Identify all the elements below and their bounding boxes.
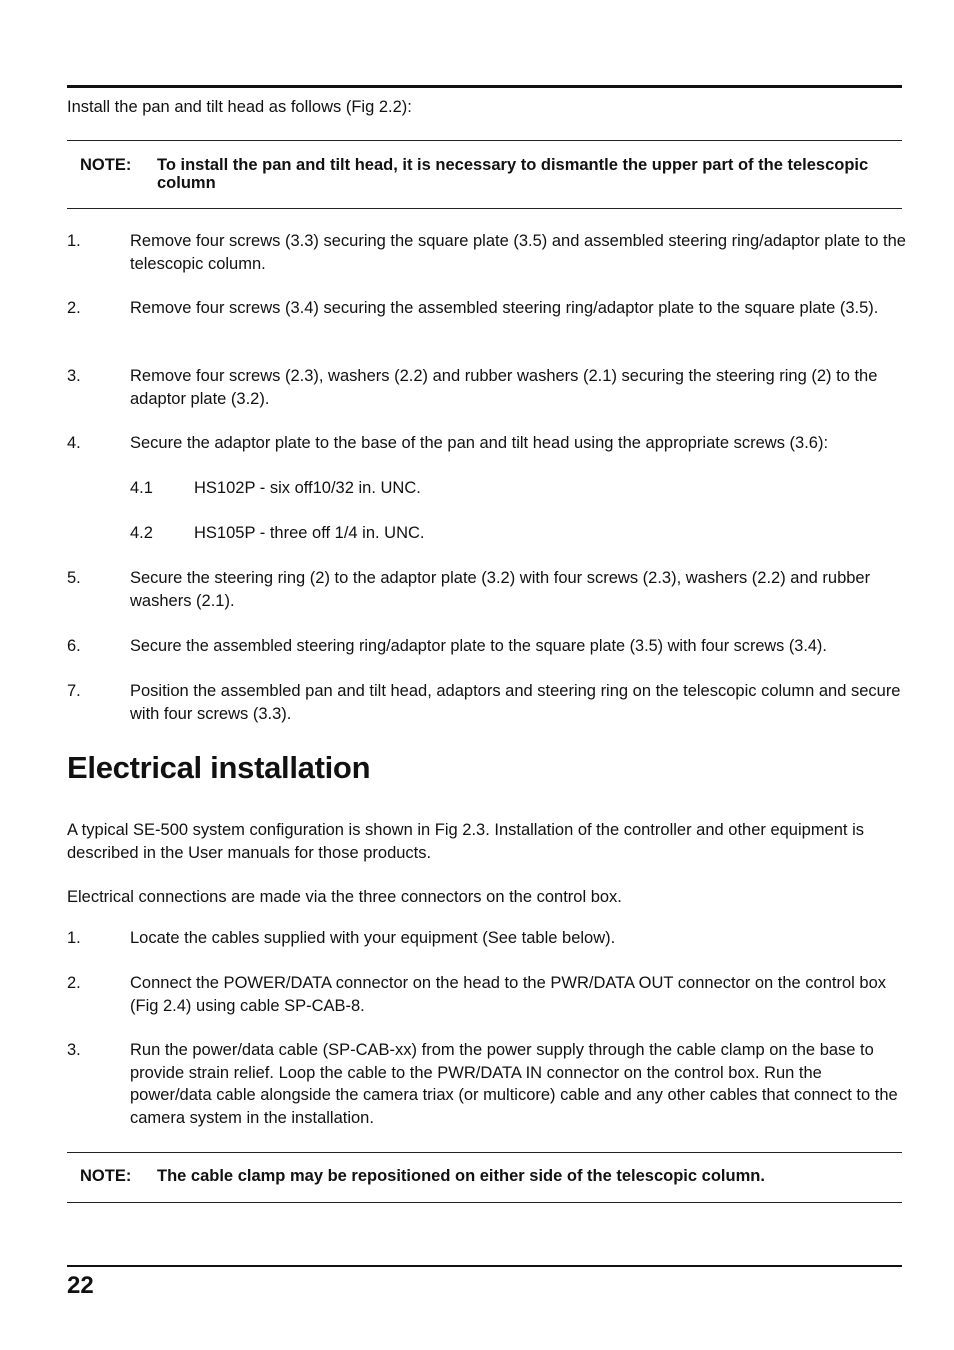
step-text: Secure the steering ring (2) to the adaptor plate (3.2) with four screws (2.3), washers (2.2) and rubber washers (2.1). — [130, 569, 871, 610]
substep-text: HS102P - six off10/32 in. UNC. — [194, 479, 421, 497]
step-number: 3. — [67, 1041, 81, 1059]
note-text: The cable clamp may be repositioned on either side of the telescopic column. — [157, 1167, 765, 1185]
page-number: 22 — [67, 1272, 94, 1299]
elec-step-1 — [67, 927, 907, 950]
note-label: NOTE: — [80, 156, 132, 174]
section-heading: Electrical installation — [67, 750, 371, 785]
note-box-2 — [67, 1152, 902, 1203]
paragraph-1: A typical SE-500 system configuration is shown in Fig 2.3. Installation of the controller and other equipment is described in the User manuals for those products. — [67, 821, 865, 862]
note-label: NOTE: — [80, 1167, 132, 1185]
step-3 — [67, 365, 907, 410]
step-number: 1. — [67, 929, 81, 947]
step-text: Remove four screws (2.3), washers (2.2) and rubber washers (2.1) securing the steering ring (2) to the adaptor plate (3.2). — [130, 367, 878, 408]
step-1 — [67, 230, 907, 275]
step-number: 7. — [67, 682, 81, 700]
step-text: Remove four screws (3.4) securing the assembled steering ring/adaptor plate to the square plate (3.5). — [130, 299, 879, 317]
intro-text: Install the pan and tilt head as follows (Fig 2.2): — [67, 98, 412, 116]
step-6 — [67, 635, 907, 658]
substep-4-2 — [130, 522, 425, 545]
substep-number: 4.1 — [130, 479, 153, 497]
substep-text: HS105P - three off 1/4 in. UNC. — [194, 524, 425, 542]
step-text: Secure the assembled steering ring/adaptor plate to the square plate (3.5) with four screws (3.4). — [130, 637, 827, 655]
step-text: Secure the adaptor plate to the base of the pan and tilt head using the appropriate screws (3.6): — [130, 434, 829, 452]
step-number: 2. — [67, 299, 81, 317]
step-7 — [67, 680, 907, 725]
step-4 — [67, 432, 907, 455]
step-number: 5. — [67, 569, 81, 587]
step-text: Connect the POWER/DATA connector on the head to the PWR/DATA OUT connector on the control box (Fig 2.4) using cable SP-CAB-8. — [130, 974, 887, 1015]
step-text: Remove four screws (3.3) securing the square plate (3.5) and assembled steering ring/adaptor plate to the telescopic column. — [130, 232, 906, 273]
step-text: Position the assembled pan and tilt head, adaptors and steering ring on the telescopic column and secure with four screws (3.3). — [130, 682, 901, 723]
paragraph-2: Electrical connections are made via the three connectors on the control box. — [67, 888, 622, 906]
top-rule — [67, 85, 902, 88]
step-text: Run the power/data cable (SP-CAB-xx) from the power supply through the cable clamp on the base to provide strain relief. Loop the cable to the PWR/DATA IN connector on the control box. Run the power/data cable alongside the camera triax (or multicore) cable and any other cables that connect to the camera system in the installation. — [130, 1041, 898, 1127]
elec-step-3 — [67, 1039, 907, 1129]
substep-number: 4.2 — [130, 524, 153, 542]
step-2 — [67, 297, 907, 320]
step-number: 2. — [67, 974, 81, 992]
step-number: 4. — [67, 434, 81, 452]
step-number: 6. — [67, 637, 81, 655]
substep-4-1 — [130, 477, 421, 500]
note-text: To install the pan and tilt head, it is necessary to dismantle the upper part of the telescopic column — [157, 156, 869, 192]
elec-step-2 — [67, 972, 907, 1017]
step-number: 1. — [67, 232, 81, 250]
step-number: 3. — [67, 367, 81, 385]
note-box-1 — [67, 140, 902, 209]
bottom-rule — [67, 1265, 902, 1267]
step-5 — [67, 567, 907, 612]
step-text: Locate the cables supplied with your equipment (See table below). — [130, 929, 616, 947]
